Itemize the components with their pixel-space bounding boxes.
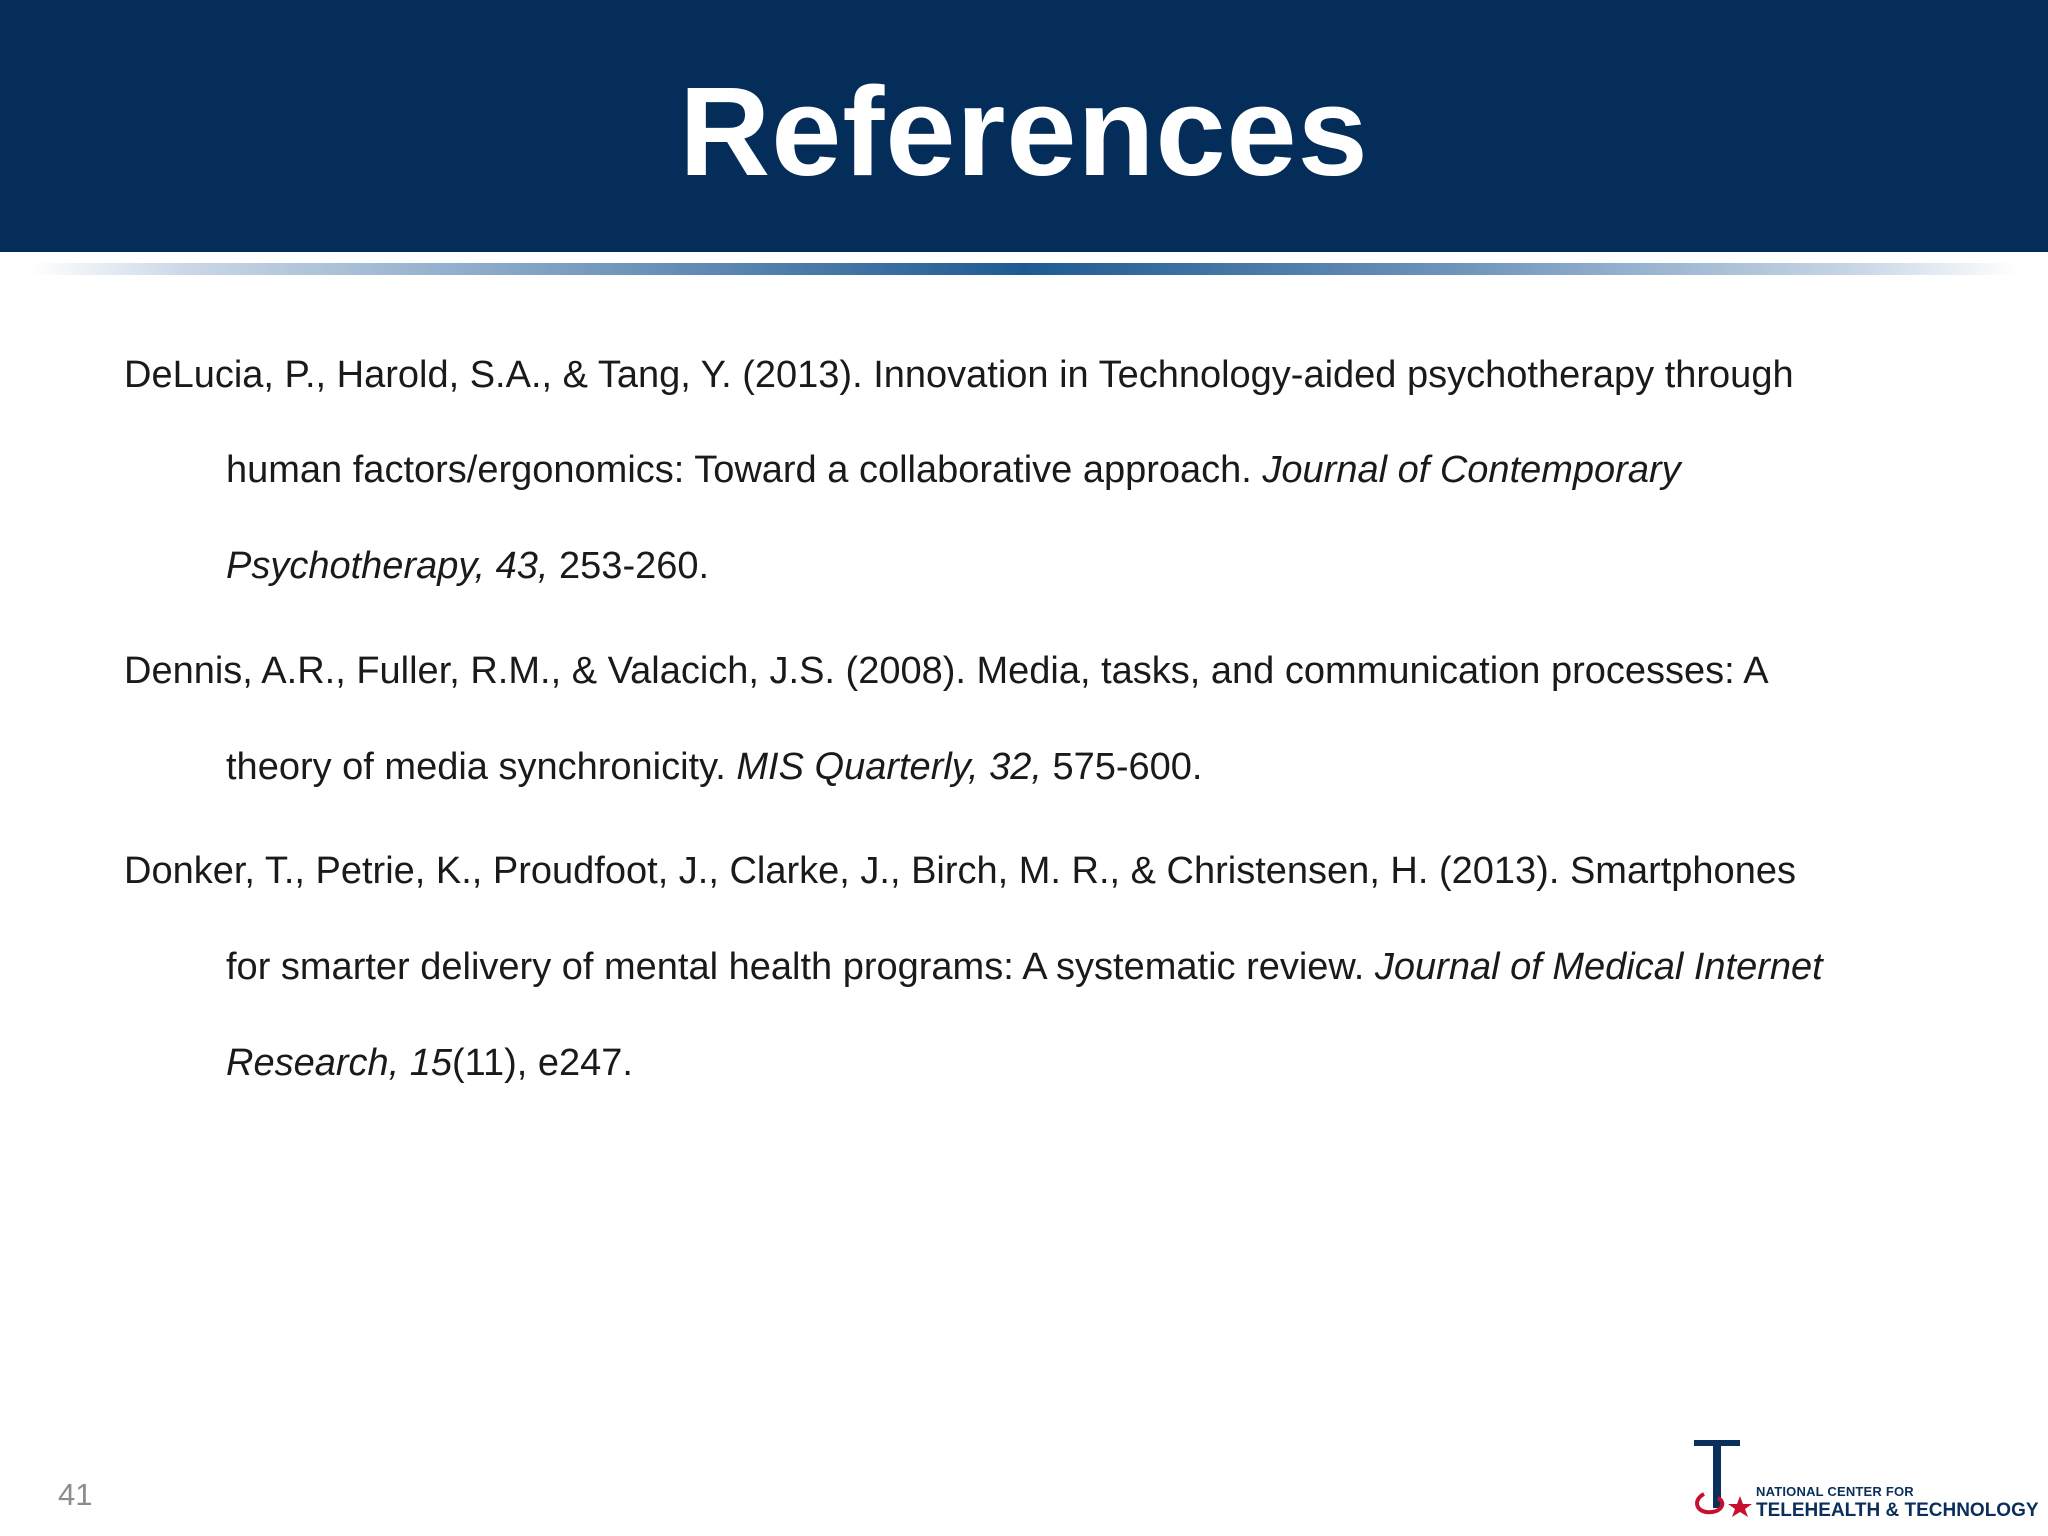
reference-3-line-3: [226, 1040, 633, 1086]
reference-3-journal: Journal of Medical Internet: [1374, 946, 1823, 988]
reference-2-text: theory of media synchronicity.: [226, 746, 737, 788]
reference-3-text: Donker, T., Petrie, K., Proudfoot, J., Clarke, J., Birch, M. R., & Christensen, H. (2013). Smartphones: [124, 850, 1796, 892]
reference-3-line-2: [226, 944, 1823, 990]
reference-2-journal: MIS Quarterly, 32,: [736, 746, 1042, 788]
reference-2-line-2: [226, 744, 1203, 790]
reference-1-line-1: [124, 352, 1794, 398]
reference-1-journal: Psychotherapy, 43,: [226, 545, 549, 587]
reference-1-line-3: [226, 543, 709, 589]
page-title: References: [679, 61, 1369, 202]
reference-2-text: Dennis, A.R., Fuller, R.M., & Valacich, J.S. (2008). Media, tasks, and communication processes: A: [124, 650, 1769, 692]
reference-3-line-1: [124, 848, 1796, 894]
logo-text-line-2: TELEHEALTH & TECHNOLOGY: [1756, 1500, 2039, 1521]
slide-number: 41: [58, 1477, 93, 1512]
reference-1-line-2: [226, 447, 1681, 493]
reference-3-pages: (11), e247.: [452, 1042, 633, 1084]
reference-2-line-1: [124, 648, 1769, 694]
reference-1-text: human factors/ergonomics: Toward a collaborative approach.: [226, 449, 1263, 491]
reference-2-pages: 575-600.: [1041, 746, 1203, 788]
reference-1-journal: Journal of Contemporary: [1262, 449, 1681, 491]
t2-logo: [1686, 1436, 2039, 1526]
t2-emblem-icon: [1686, 1436, 1756, 1526]
logo-text-line-1: NATIONAL CENTER FOR: [1756, 1484, 1914, 1499]
reference-1-text: DeLucia, P., Harold, S.A., & Tang, Y. (2013). Innovation in Technology-aided psychotherapy through: [124, 354, 1794, 396]
reference-3-journal: Research, 15: [226, 1042, 453, 1084]
reference-3-text: for smarter delivery of mental health programs: A systematic review.: [226, 946, 1375, 988]
reference-1-pages: 253-260.: [548, 545, 710, 587]
